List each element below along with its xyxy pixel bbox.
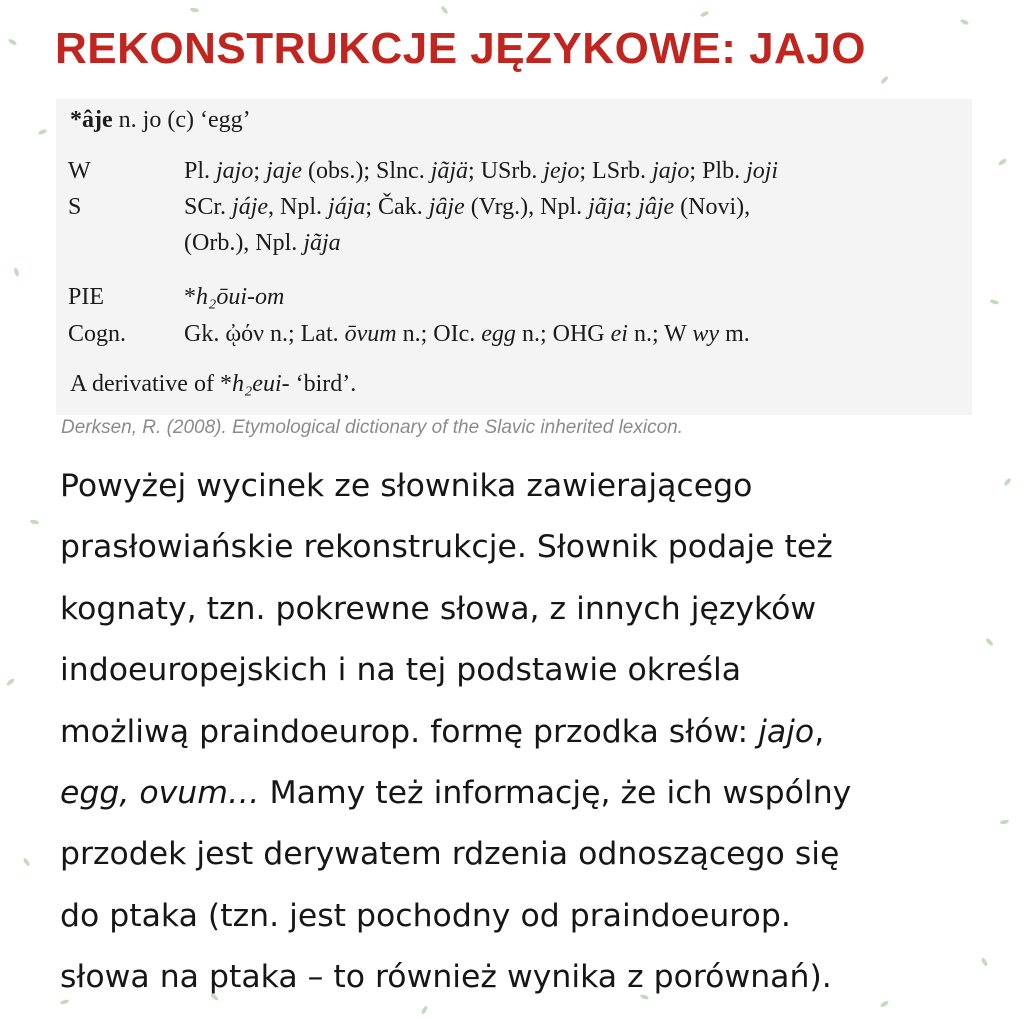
dictionary-headword-line	[70, 107, 251, 134]
dictionary-headword: *âje	[70, 107, 113, 133]
page-title: REKONSTRUKCJE JĘZYKOWE: JAJO	[55, 24, 867, 73]
dictionary-headword-grammar: n. jo (c) ‘egg’	[118, 107, 251, 133]
dictionary-row-text: (Orb.), Npl. jãja	[184, 230, 341, 256]
paragraph-line: kognaty, tzn. pokrewne słowa, z innych języków	[60, 590, 817, 627]
paragraph-line: do ptaka (tzn. jest pochodny od praindoeurop.	[60, 897, 791, 934]
dictionary-row-code: Cogn.	[68, 321, 127, 347]
dictionary-row-code: PIE	[68, 284, 104, 310]
dictionary-excerpt	[56, 99, 972, 415]
dictionary-row-code: W	[68, 158, 91, 184]
dictionary-row-text: Pl. jajo; jaje (obs.); Slnc. jãjä; USrb. jejo; LSrb. jajo; Plb. joji	[184, 158, 779, 184]
paragraph-line: słowa na ptaka – to również wynika z porównań).	[60, 959, 832, 996]
source-caption: Derksen, R. (2008). Etymological dictionary of the Slavic inherited lexicon.	[61, 417, 684, 438]
dictionary-row-text: *h₂ōui-om	[184, 284, 285, 310]
paragraph-line: przodek jest derywatem rdzenia odnoszącego się	[60, 836, 840, 873]
paragraph-line: egg, ovum… Mamy też informację, że ich wspólny	[60, 775, 852, 812]
paragraph-line: prasłowiańskie rekonstrukcje. Słownik podaje też	[60, 529, 833, 566]
dictionary-row-text: Gk. ᾠόν n.; Lat. ōvum n.; OIc. egg n.; OHG ei n.; W wy m.	[184, 321, 750, 347]
paragraph-line: możliwą praindoeurop. formę przodka słów: jajo,	[60, 713, 825, 750]
explanation-paragraph	[60, 456, 960, 1009]
paragraph-line: Powyżej wycinek ze słownika zawierającego	[60, 468, 753, 504]
dictionary-derivative-note: A derivative of *h₂eui- ‘bird’.	[70, 371, 357, 397]
dictionary-row-text: SCr. jáje, Npl. jája; Čak. jȃje (Vrg.), Npl. jãja; jâje (Novi),	[184, 194, 751, 220]
dictionary-row-code: S	[68, 194, 82, 220]
paragraph-line: indoeuropejskich i na tej podstawie określa	[60, 652, 742, 689]
